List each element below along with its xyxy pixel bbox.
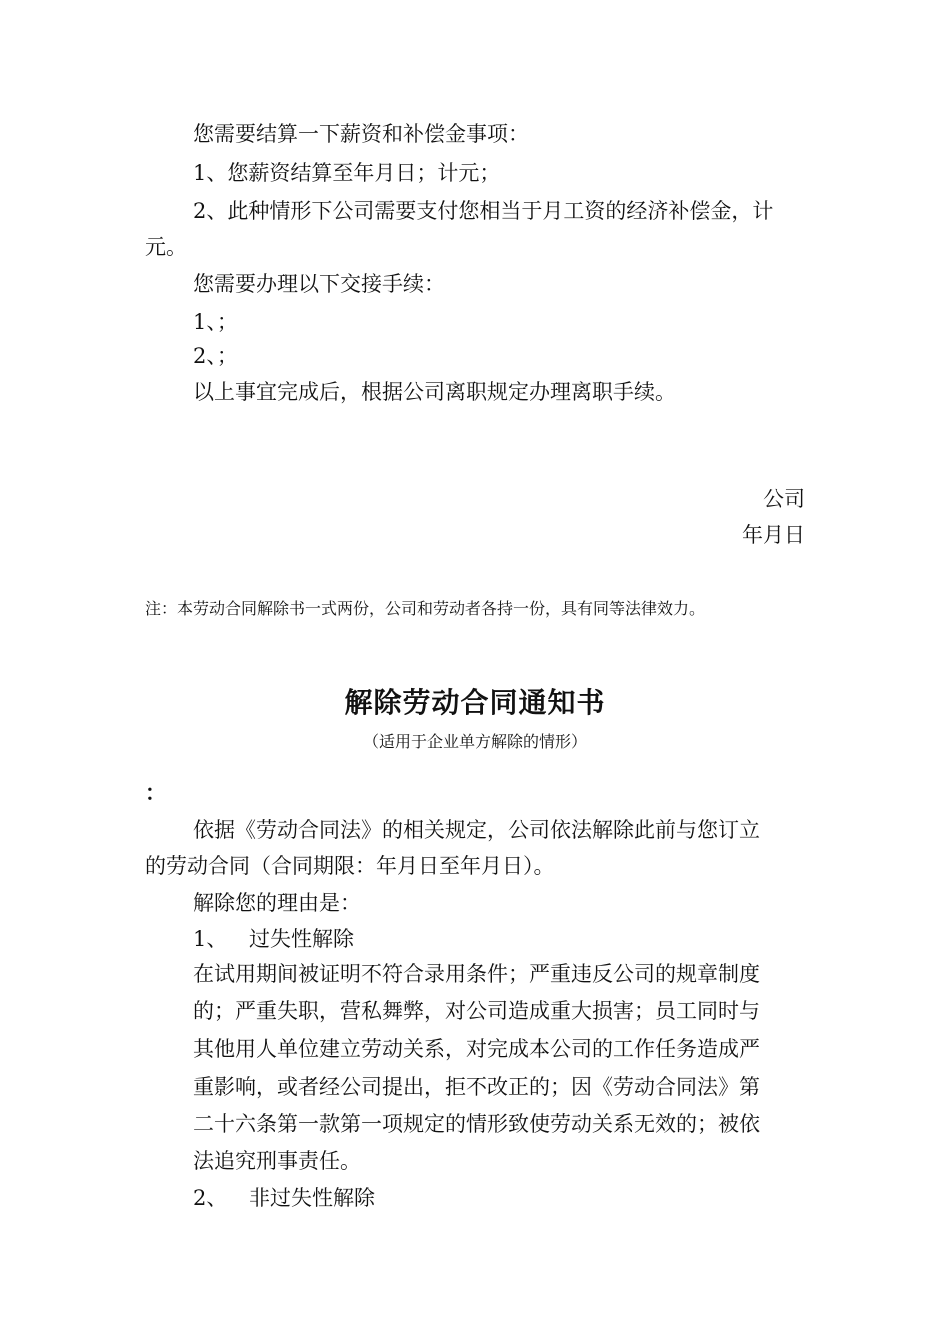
reason-1-detail-line: 的；严重失职，营私舞弊，对公司造成重大损害；员工同时与 (193, 999, 760, 1023)
paragraph-1-line1: 依据《劳动合同法》的相关规定，公司依法解除此前与您订立 (193, 818, 760, 842)
reason-2-label: 非过失性解除 (249, 1186, 375, 1210)
settlement-item-2-line2: 元。 (145, 235, 187, 259)
document-title: 解除劳动合同通知书 (344, 686, 606, 719)
reason-intro: 解除您的理由是： (193, 891, 361, 915)
footnote: 注：本劳动合同解除书一式两份，公司和劳动者各持一份，具有同等法律效力。 (145, 599, 706, 618)
reason-1-detail-line: 重影响，或者经公司提出，拒不改正的；因《劳动合同法》第 (193, 1075, 760, 1099)
reason-2-number: 2、 (193, 1186, 228, 1210)
reason-1-detail-line: 法追究刑事责任。 (193, 1149, 361, 1173)
addressee-line: ： (145, 780, 166, 805)
reason-1-heading (193, 926, 354, 952)
signature-date: 年月日 (742, 523, 805, 547)
signature-company: 公司 (763, 487, 805, 511)
reason-2-heading (193, 1185, 375, 1211)
settlement-item-1: 1、您薪资结算至年月日；计元； (193, 161, 501, 185)
reason-1-detail-line: 在试用期间被证明不符合录用条件；严重违反公司的规章制度 (193, 962, 760, 986)
settlement-intro: 您需要结算一下薪资和补偿金事项： (193, 122, 529, 146)
handover-item-2: 2、； (193, 344, 238, 368)
reason-1-number: 1、 (193, 927, 228, 951)
closing-text: 以上事宜完成后，根据公司离职规定办理离职手续。 (193, 380, 676, 404)
settlement-item-2-line1: 2、此种情形下公司需要支付您相当于月工资的经济补偿金，计 (193, 199, 774, 223)
document-subtitle: （适用于企业单方解除的情形） (362, 732, 587, 751)
reason-1-detail-line: 二十六条第一款第一项规定的情形致使劳动关系无效的；被依 (193, 1112, 760, 1136)
handover-intro: 您需要办理以下交接手续： (193, 272, 445, 296)
handover-item-1: 1、； (193, 310, 238, 334)
reason-1-detail-line: 其他用人单位建立劳动关系，对完成本公司的工作任务造成严 (193, 1037, 760, 1061)
reason-1-label: 过失性解除 (249, 927, 354, 951)
paragraph-1-line2: 的劳动合同（合同期限：年月日至年月日）。 (145, 854, 555, 878)
